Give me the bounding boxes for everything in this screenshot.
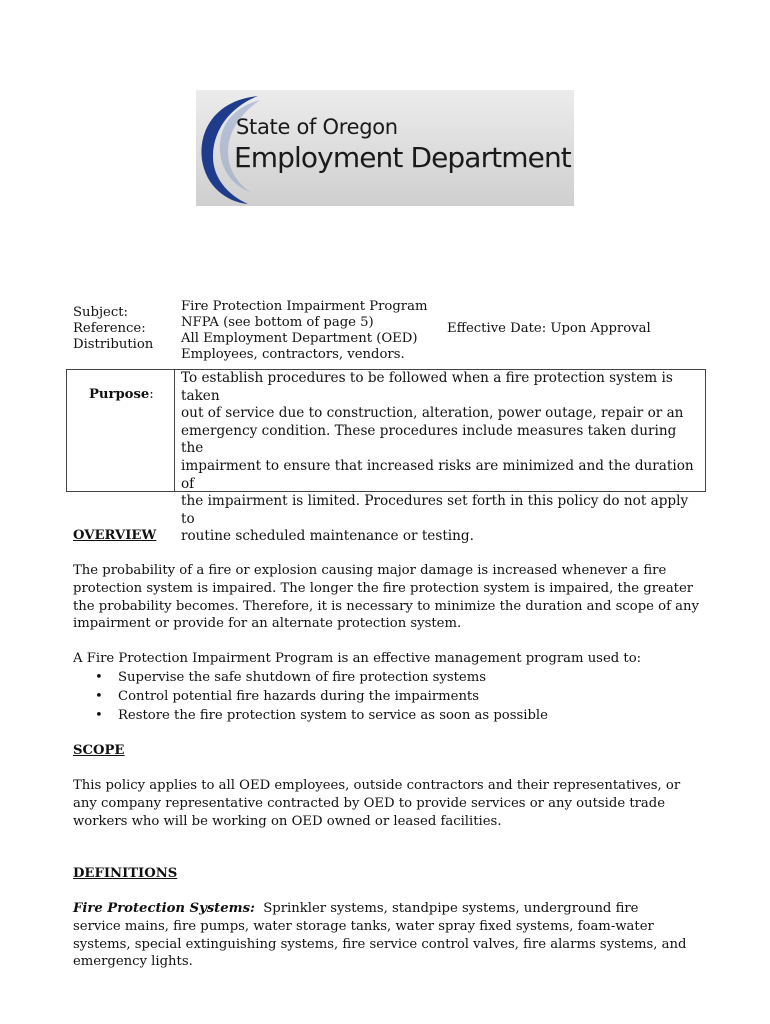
reference-label: Reference:	[73, 321, 146, 336]
purpose-line: the impairment is limited. Procedures set forth in this policy do not apply to	[181, 493, 689, 527]
scope-line: any company representative contracted by OED to provide services or any outside trade	[73, 795, 666, 811]
subject-label: Subject:	[73, 305, 128, 320]
header-labels	[73, 305, 153, 353]
purpose-line: impairment to ensure that increased risks are minimized and the duration of	[181, 457, 694, 492]
definition-term: Fire Protection Systems:	[73, 901, 255, 916]
logo-line-department: Employment Department	[234, 141, 571, 174]
definitions-paragraph	[73, 900, 713, 971]
definitions-heading: DEFINITIONS	[73, 866, 178, 881]
purpose-line: To establish procedures to be followed when a fire protection system is taken	[181, 370, 673, 404]
oregon-employment-logo	[196, 90, 574, 206]
overview-line: the probability becomes. Therefore, it is necessary to minimize the duration and scope of any	[73, 598, 699, 614]
purpose-text	[181, 370, 701, 546]
overview-line: impairment or provide for an alternate protection system.	[73, 616, 462, 632]
purpose-line: out of service due to construction, alteration, power outage, repair or an	[181, 405, 684, 422]
purpose-label	[89, 386, 154, 404]
scope-line: workers who will be working on OED owned or leased facilities.	[73, 813, 502, 829]
purpose-divider	[174, 370, 175, 491]
list-item: • Supervise the safe shutdown of fire protection systems	[95, 668, 548, 687]
distribution-value: All Employment Department (OED)	[181, 331, 418, 346]
definition-text: Sprinkler systems, standpipe systems, underground fire	[254, 901, 639, 916]
effective-date: Effective Date: Upon Approval	[447, 321, 651, 336]
overview-heading: OVERVIEW	[73, 528, 157, 543]
definition-line: emergency lights.	[73, 954, 193, 970]
overview-intro: A Fire Protection Impairment Program is an effective management program used to:	[73, 651, 642, 666]
scope-heading: SCOPE	[73, 743, 125, 758]
logo-line-state: State of Oregon	[236, 115, 398, 139]
overview-line: The probability of a fire or explosion causing major damage is increased whenever a fire	[73, 563, 667, 578]
distribution-value-cont: Employees, contractors, vendors.	[181, 347, 405, 362]
scope-paragraph	[73, 777, 713, 830]
definition-line: service mains, fire pumps, water storage tanks, water spray fixed systems, foam-water	[73, 918, 654, 934]
list-item: • Restore the fire protection system to service as soon as possible	[95, 706, 548, 725]
overview-bullet-list	[95, 668, 548, 725]
purpose-label-text: Purpose	[89, 387, 150, 402]
purpose-label-colon: :	[149, 387, 154, 402]
overview-paragraph	[73, 562, 713, 633]
distribution-label: Distribution	[73, 337, 154, 352]
definition-line: systems, special extinguishing systems, fire service control valves, fire alarms systems, and	[73, 936, 687, 952]
reference-value: NFPA (see bottom of page 5)	[181, 315, 374, 330]
list-item: • Control potential fire hazards during the impairments	[95, 687, 548, 706]
purpose-line: emergency condition. These procedures include measures taken during the	[181, 422, 677, 457]
header-values	[181, 299, 427, 363]
scope-line: This policy applies to all OED employees, outside contractors and their representatives, or	[73, 778, 681, 793]
overview-line: protection system is impaired. The longer the fire protection system is impaired, the greater	[73, 580, 694, 596]
subject-value: Fire Protection Impairment Program	[181, 299, 428, 314]
definition-first-line	[73, 900, 713, 918]
purpose-line: routine scheduled maintenance or testing.	[181, 528, 474, 545]
